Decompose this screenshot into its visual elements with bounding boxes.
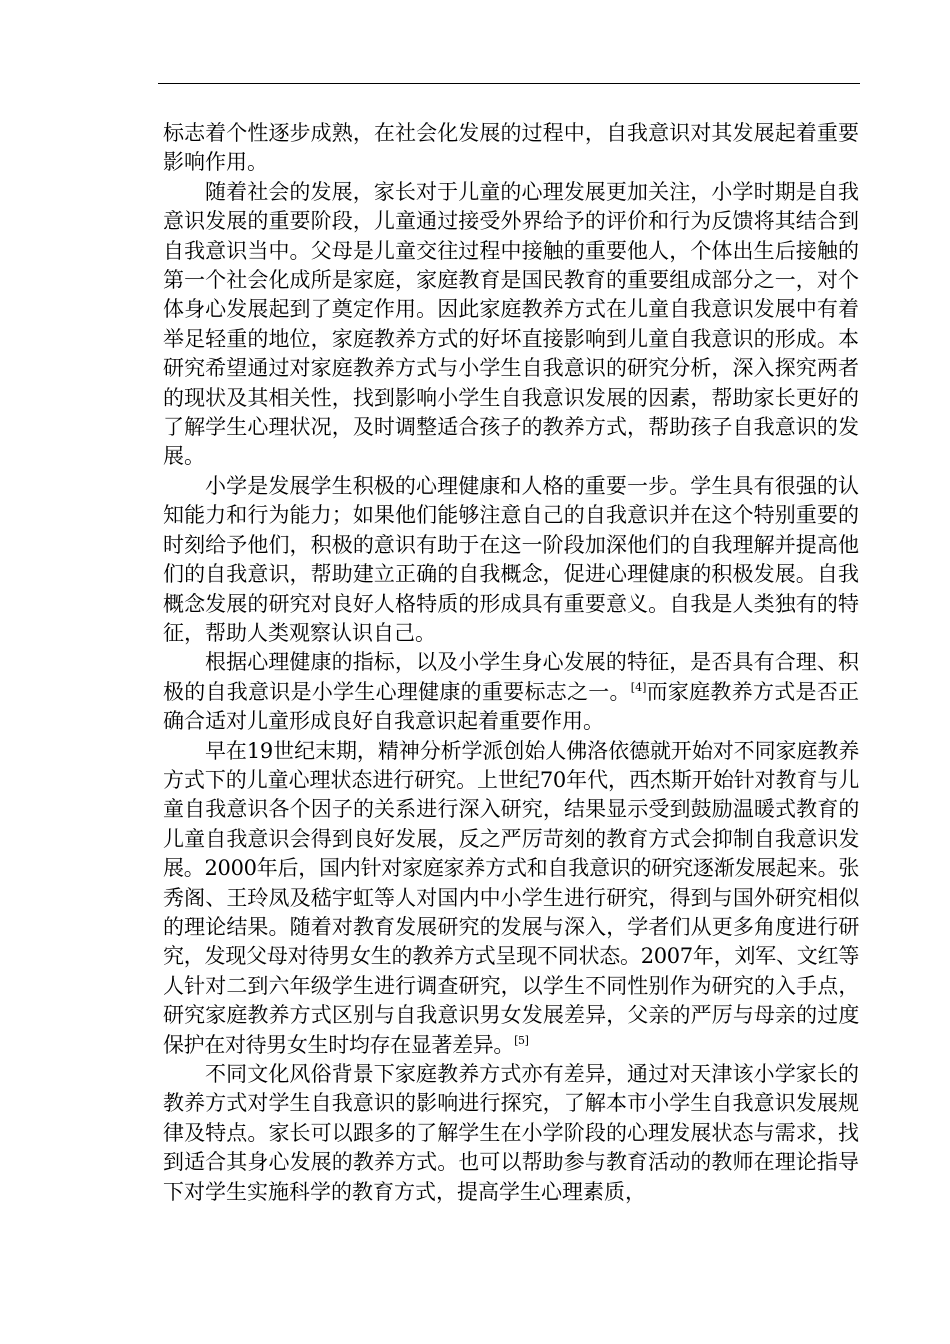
paragraph-2: 随着社会的发展，家长对于儿童的心理发展更加关注，小学时期是自我意识发展的重要阶段，儿童通过接受外界给予的评价和行为反馈将其结合到自我意识当中。父母是儿童交往过程中接触的重要他人，个体出生后接触的第一个社会化成所是家庭，家庭教育是国民教育的重要组成部分之一，对个体身心发展起到了奠定作用。因此家庭教养方式在儿童自我意识发展中有着举足轻重的地位，家庭教养方式的好坏直接影响到儿童自我意识的形成。本研究希望通过对家庭教养方式与小学生自我意识的研究分析，深入探究两者的现状及其相关性，找到影响小学生自我意识发展的因素，帮助家长更好的了解学生心理状况，及时调整适合孩子的教养方式，帮助孩子自我意识的发展。 <box>163 179 859 469</box>
citation-5: [5] <box>514 1033 529 1047</box>
paragraph-6: 不同文化风俗背景下家庭教养方式亦有差异，通过对天津该小学家长的教养方式对学生自我意识的影响进行探究，了解本市小学生自我意识发展规律及特点。家长可以跟多的了解学生在小学阶段的心理发展状态与需求，找到适合其身心发展的教养方式。也可以帮助参与教育活动的教师在理论指导下对学生实施科学的教育方式，提高学生心理素质， <box>163 1062 859 1204</box>
paragraph-5 <box>163 737 859 1060</box>
paragraph-4-text-before: 根据心理健康的指标，以及小学生身心发展的特征，是否具有合理、积极的自我意识是小学生心理健康的重要标志之一。 <box>163 650 859 704</box>
paragraph-4 <box>163 648 859 736</box>
paragraph-5-text-before: 早在19世纪末期，精神分析学派创始人佛洛依德就开始对不同家庭教养方式下的儿童心理状态进行研究。上世纪70年代，西杰斯开始针对教育与儿童自我意识各个因子的关系进行深入研究，结果显示受到鼓励温暖式教育的儿童自我意识会得到良好发展，反之严厉苛刻的教育方式会抑制自我意识发展。2000年后，国内针对家庭家养方式和自我意识的研究逐渐发展起来。张秀阁、王玲凤及嵇宇虹等人对国内中小学生进行研究，得到与国外研究相似的理论结果。随着对教育发展研究的发展与深入，学者们从更多角度进行研究，发现父母对待男女生的教养方式呈现不同状态。2007年，刘军、文红等人针对二到六年级学生进行调查研究，以学生不同性别作为研究的入手点，研究家庭教养方式区别与自我意识男女发展差异，父亲的严厉与母亲的过度保护在对待男女生时均存在显著差异。 <box>163 738 859 1057</box>
paragraph-1: 标志着个性逐步成熟，在社会化发展的过程中，自我意识对其发展起着重要影响作用。 <box>163 121 859 175</box>
header-rule <box>158 83 860 84</box>
paragraph-3: 小学是发展学生积极的心理健康和人格的重要一步。学生具有很强的认知能力和行为能力；如果他们能够注意自己的自我意识并在这个特别重要的时刻给予他们，积极的意识有助于在这一阶段加深他们的自我理解并提高他们的自我意识，帮助建立正确的自我概念，促进心理健康的积极发展。自我概念发展的研究对良好人格特质的形成具有重要意义。自我是人类独有的特征，帮助人类观察认识自己。 <box>163 473 859 645</box>
document-body <box>163 119 859 1207</box>
paragraph-4-text-after: 而家庭教养方式是否正确合适对儿童形成良好自我意识起着重要作用。 <box>163 679 860 734</box>
citation-4: [4] <box>630 680 647 694</box>
